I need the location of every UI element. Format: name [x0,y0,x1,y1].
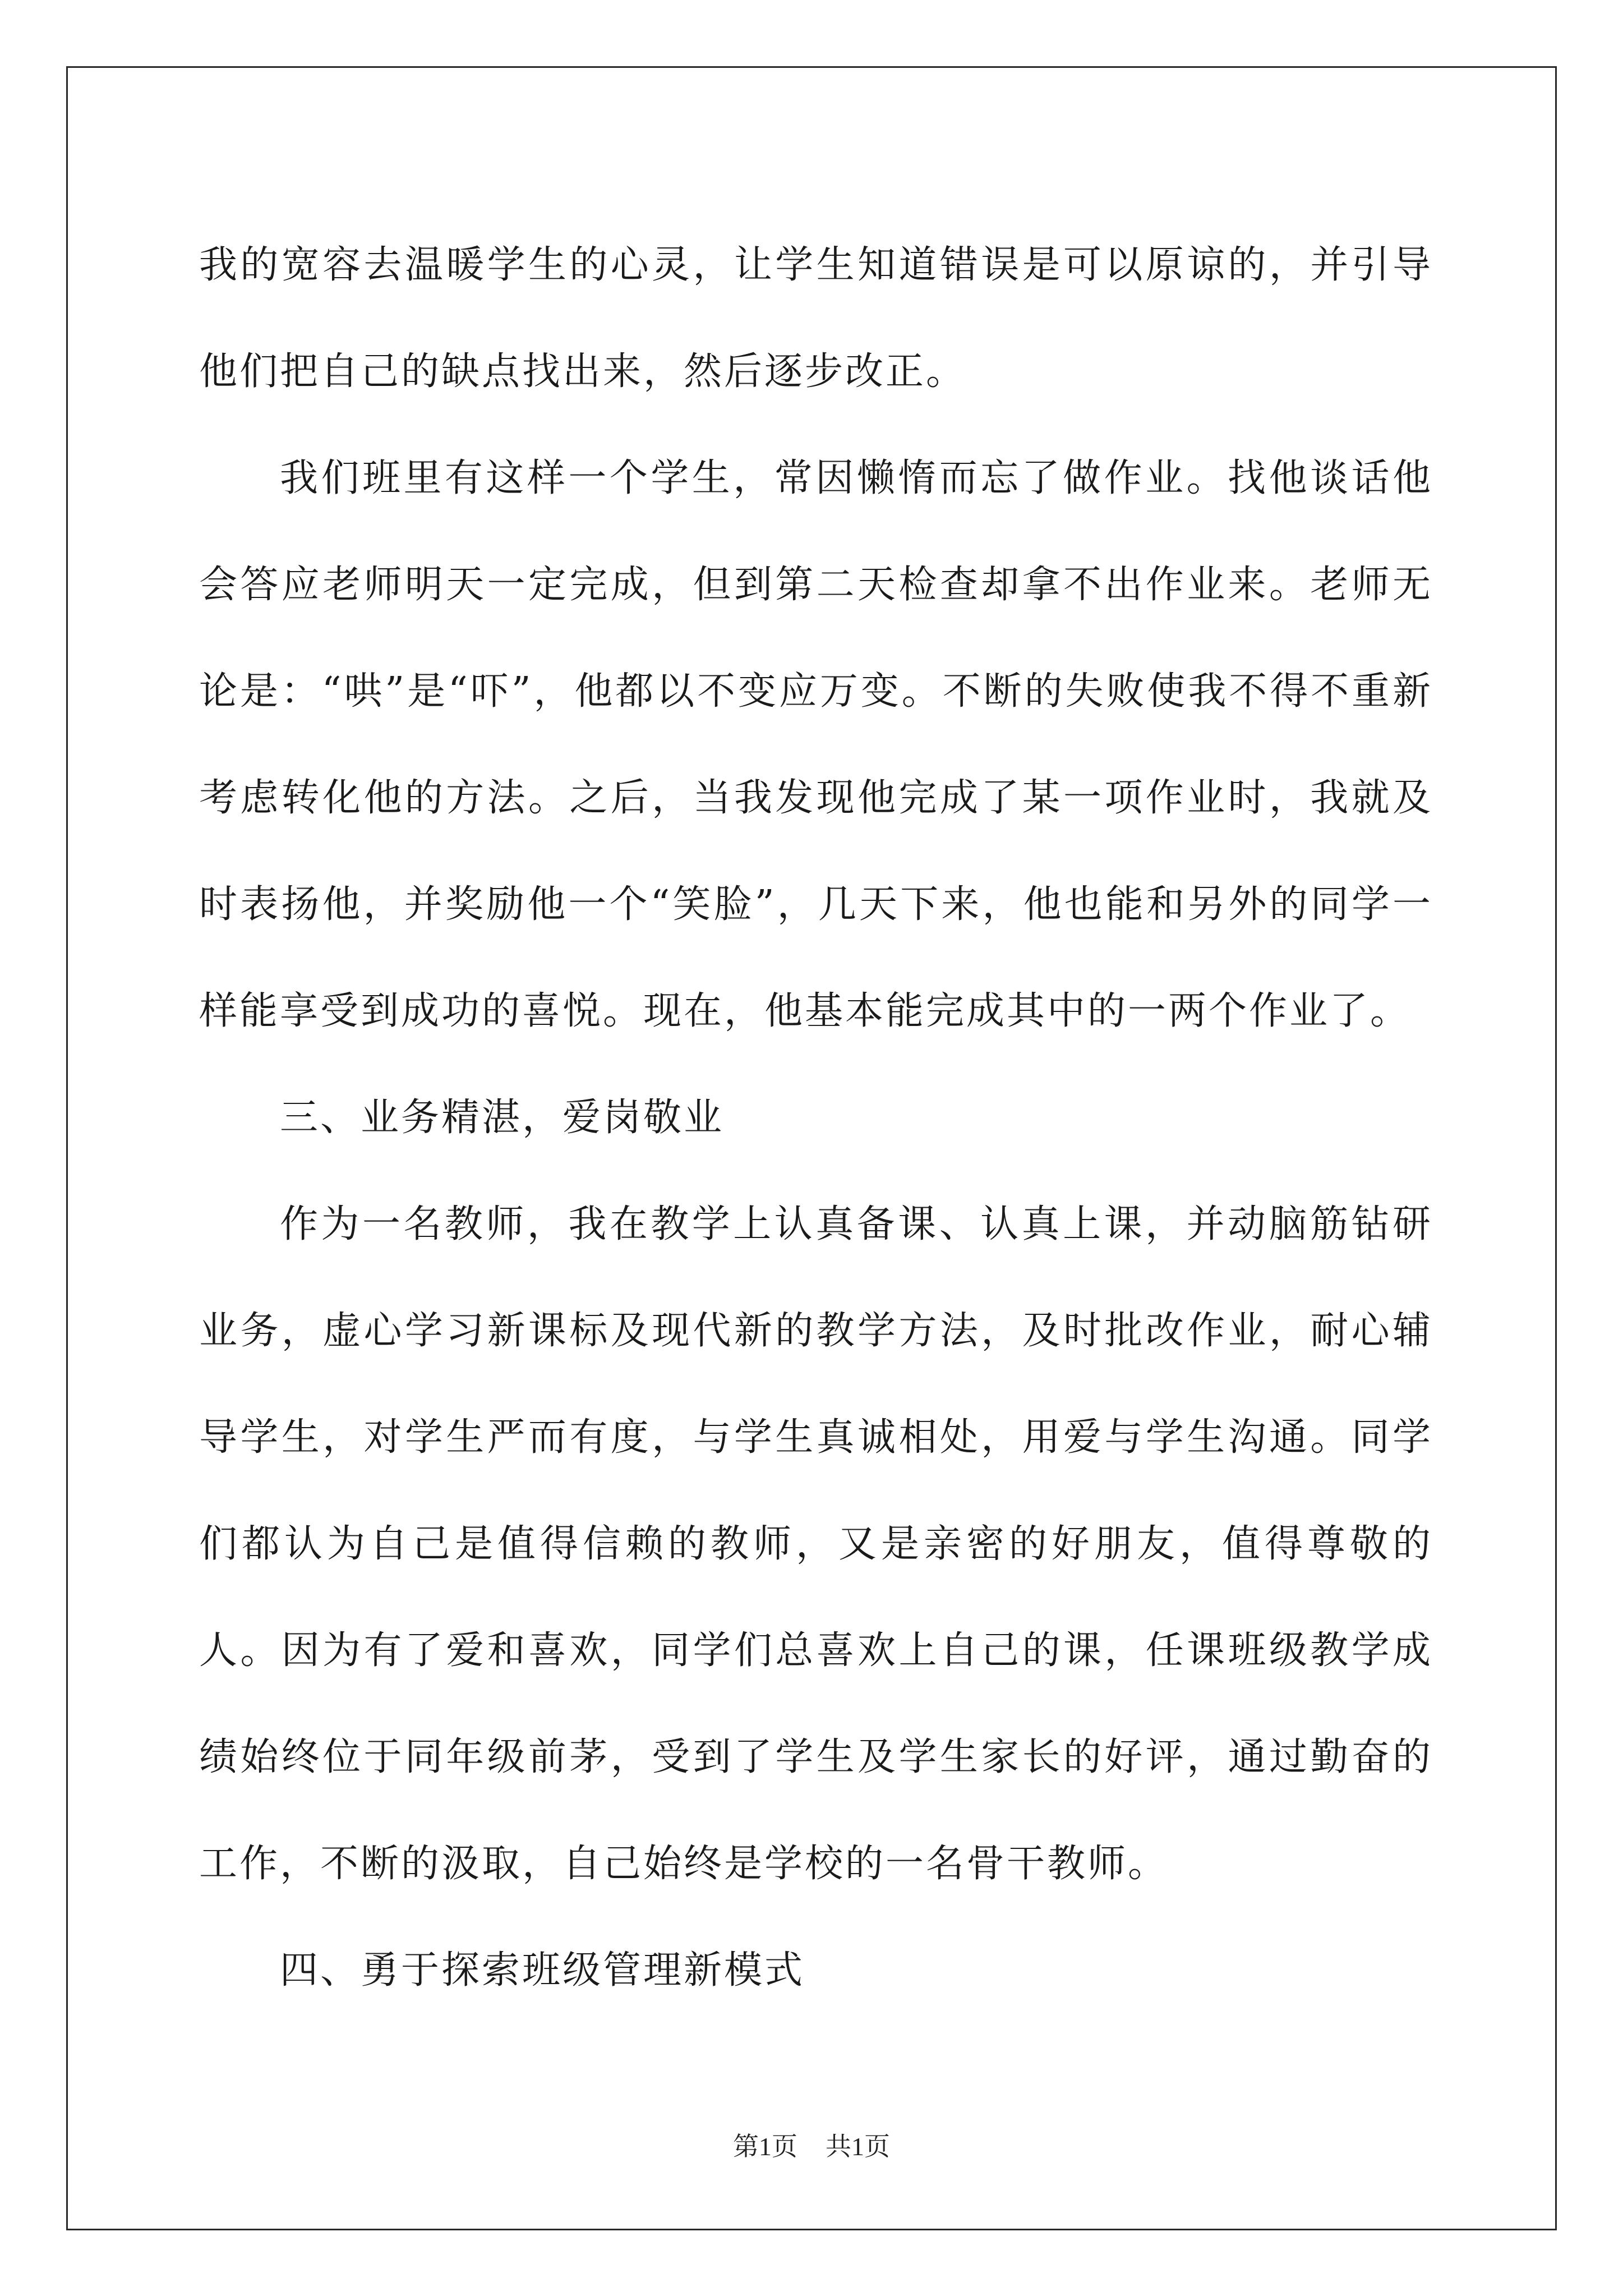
paragraph-teaching: 作为一名教师，我在教学上认真备课、认真上课，并动脑筋钻研业务，虚心学习新课标及现代新的教学方法，及时批改作业，耐心辅导学生，对学生严而有度，与学生真诚相处，用爱与学生沟通。同学们都认为自己是值得信赖的教师，又是亲密的好朋友，值得尊敬的人。因为有了爱和喜欢，同学们总喜欢上自己的课，任课班级教学成绩始终位于同年级前茅，受到了学生及学生家长的好评，通过勤奋的工作，不断的汲取，自己始终是学校的一名骨干教师。 [199,1202,1433,1886]
page-footer [0,2126,1623,2163]
page-total: 共1页 [826,2132,890,2161]
paragraph-continuation: 我的宽容去温暖学生的心灵，让学生知道错误是可以原谅的，并引导他们把自己的缺点找出来，然后逐步改正。 [199,243,1433,394]
page-number: 第1页 [733,2132,797,2161]
section-heading-3: 三、业务精湛，爱岗敬业 [280,1096,725,1140]
document-body [199,212,1433,2024]
paragraph-student-story: 我们班里有这样一个学生，常因懒惰而忘了做作业。找他谈话他会答应老师明天一定完成，但到第二天检查却拿不出作业来。老师无论是：“哄”是“吓”，他都以不变应万变。不断的失败使我不得不重新考虑转化他的方法。之后，当我发现他完成了某一项作业时，我就及时表扬他，并奖励他一个“笑脸”，几天下来，他也能和另外的同学一样能享受到成功的喜悦。现在，他基本能完成其中的一两个作业了。 [199,456,1433,1033]
section-heading-4: 四、勇于探索班级管理新模式 [280,1948,805,1993]
